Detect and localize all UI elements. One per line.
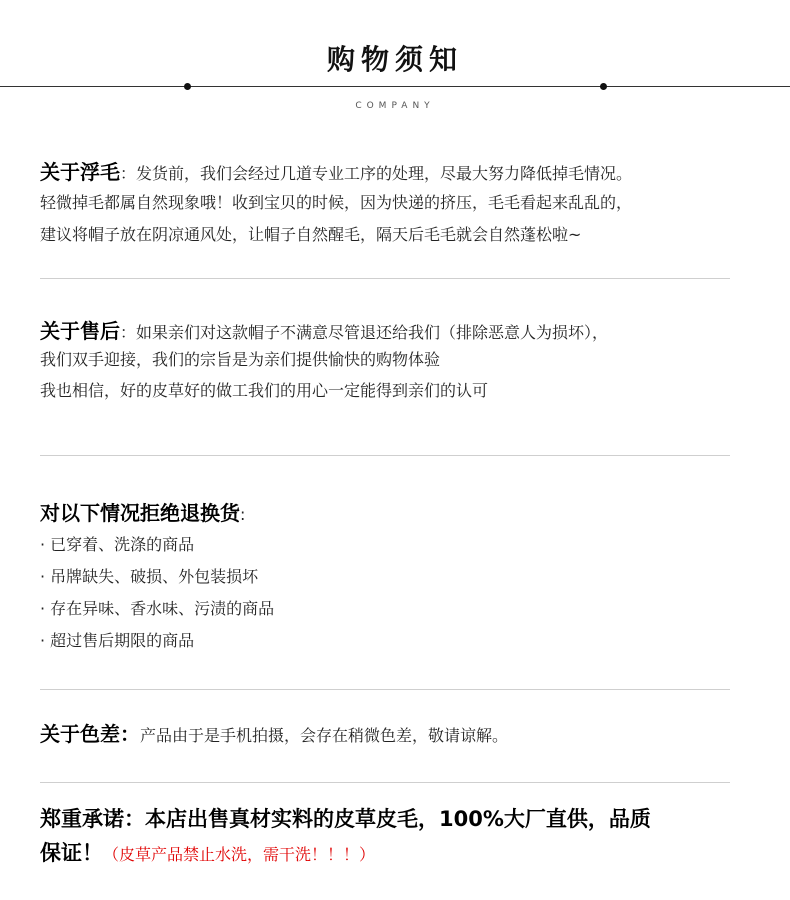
after-sale-line-1 (40, 321, 760, 343)
float-hair-section (40, 162, 760, 245)
after-sale-line-3: 我也相信，好的皮草好的做工我们的用心一定能得到亲们的认可 (40, 381, 489, 400)
color-diff-text: 产品由于是手机拍摄，会存在稍微色差，敬请谅解。 (140, 726, 509, 745)
dry-clean-warning: （皮草产品禁止水洗，需干洗！！！） (103, 845, 376, 864)
float-hair-heading: 关于浮毛 (40, 160, 120, 184)
color-diff-heading: 关于色差： (40, 722, 140, 746)
after-sale-text-1: ：如果亲们对这款帽子不满意尽管退还给我们（排除恶意人为损坏）， (120, 323, 609, 342)
float-hair-line-2: 轻微掉毛都属自然现象哦！收到宝贝的时候，因为快递的挤压，毛毛看起来乱乱的， (40, 193, 633, 212)
promise-guarantee: 保证！ (40, 841, 103, 865)
color-diff-section (40, 724, 760, 746)
refuse-item: · 吊牌缺失、破损、外包装损坏 (40, 567, 259, 586)
refuse-item: · 存在异味、香水味、污渍的商品 (40, 599, 275, 618)
refuse-heading: 对以下情况拒绝退换货 (40, 501, 240, 525)
rule-dot-right (600, 83, 607, 90)
refuse-colon: : (240, 505, 246, 524)
after-sale-heading: 关于售后 (40, 319, 120, 343)
promise-section (40, 802, 770, 872)
page-header (0, 0, 790, 120)
separator-2 (40, 455, 730, 456)
company-label: COMPANY (355, 101, 435, 111)
refuse-heading-line (40, 503, 760, 525)
after-sale-section (40, 321, 760, 401)
color-diff-line (40, 724, 760, 746)
rule-dot-left (184, 83, 191, 90)
promise-line-2 (40, 836, 770, 872)
separator-1 (40, 278, 730, 279)
promise-line-1: 郑重承诺：本店出售真材实料的皮草皮毛，100%大厂直供，品质 (40, 807, 651, 831)
float-hair-line-1 (40, 162, 760, 184)
refuse-section (40, 503, 760, 651)
separator-4 (40, 782, 730, 783)
separator-3 (40, 689, 730, 690)
float-hair-text-1: ：发货前，我们会经过几道专业工序的处理，尽最大努力降低掉毛情况。 (120, 164, 633, 183)
after-sale-line-2: 我们双手迎接，我们的宗旨是为亲们提供愉快的购物体验 (40, 350, 441, 369)
refuse-item: · 超过售后期限的商品 (40, 631, 195, 650)
refuse-item: · 已穿着、洗涤的商品 (40, 535, 195, 554)
page-title: 购物须知 (326, 43, 463, 76)
float-hair-line-3: 建议将帽子放在阴凉通风处，让帽子自然醒毛，隔天后毛毛就会自然蓬松啦~ (40, 225, 582, 244)
header-rule (0, 86, 790, 87)
